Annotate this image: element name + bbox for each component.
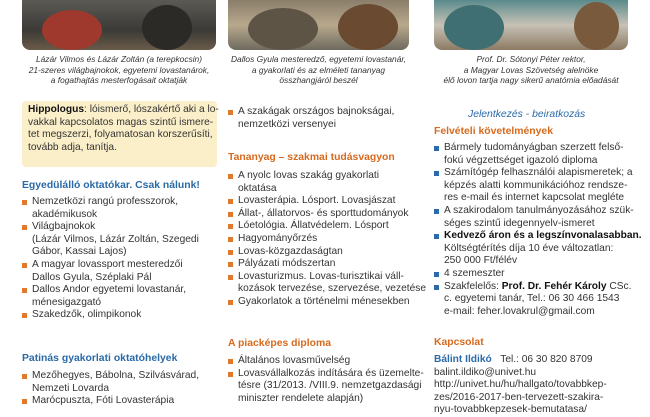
list-item: Pályázati módszertan	[228, 258, 426, 271]
cost-highlight: Kedvező áron és a legszínvonalasabban.	[434, 230, 642, 243]
list-item-cont: nemzetközi versenyei	[238, 118, 336, 130]
list-item: Bármely tudományágban szerzett felső-	[434, 142, 642, 155]
list-item-cont: 250 000 Ft/félév	[444, 255, 518, 267]
hippologus-definition	[28, 104, 219, 154]
semesters-item: 4 szemeszter	[434, 268, 642, 281]
list-item: Marócpuszta, Fóti Lovasterápia	[22, 395, 199, 408]
diploma-list	[228, 355, 424, 405]
caption-3	[422, 54, 640, 86]
admission-list	[434, 142, 642, 318]
list-item-cont: c. egyetemi tanár, Tel.: 06 30 466 1543	[444, 293, 620, 305]
contact-url: http://univet.hu/hu/hallgato/tovabbkep-	[434, 379, 607, 391]
practice-sites-list	[22, 370, 199, 408]
definition-line: tet megszerzi, folyamatosan korszerűsíti,	[28, 129, 213, 141]
photo-lecture-horse	[228, 0, 409, 50]
admission-requirements-heading: Felvételi követelmények	[434, 126, 553, 137]
caption-line: a Magyar Lovas Szövetség alelnöke	[463, 64, 599, 75]
list-item: A nyolc lovas szakág gyakorlati	[228, 170, 426, 183]
lead-title: CSc.	[606, 280, 632, 292]
list-item-cont: Gábor, Kassai Lajos)	[32, 246, 127, 258]
list-item: Mezőhegyes, Bábolna, Szilvásvárad,	[22, 370, 199, 383]
caption-line: Dallos Gyula mesteredző, egyetemi lovastanár,	[230, 54, 407, 64]
list-item-cont: (Lázár Vilmos, Lázár Zoltán, Szegedi	[32, 233, 199, 245]
contact-url: nyu-tovabbkepzesek-bemutatasa/	[434, 404, 587, 416]
list-item: Szakedzők, olimpikonok	[22, 309, 199, 322]
list-item-cont: miniszter rendelete alapján)	[238, 392, 364, 404]
list-item: Lovasterápia. Lósport. Lovasjászat	[228, 195, 426, 208]
list-item: Lovasvállalkozás indítására és üzemelte-	[228, 368, 424, 381]
hippologus-label: Hippologus	[28, 104, 85, 115]
list-item-cont: oktatása	[238, 182, 277, 194]
list-item-cont: fokú végzettséget igazoló diploma	[444, 154, 598, 166]
definition-line: vakkal kapcsolatos magas szintű ismere-	[28, 116, 214, 128]
caption-line: összhangjáról beszél	[279, 75, 358, 85]
program-lead	[434, 281, 642, 294]
lead-name: Prof. Dr. Fehér Károly	[501, 280, 607, 292]
caption-2	[228, 54, 409, 86]
list-item: Gyakorlatok a történelmi ménesekben	[228, 296, 426, 309]
curriculum-list	[228, 170, 426, 309]
contact-url: zes/2016-2017-ben-tervezett-szakira-	[434, 391, 604, 403]
contact-email: balint.ildiko@univet.hu	[434, 366, 537, 378]
list-item: Nemzetközi rangú professzorok,	[22, 196, 199, 209]
list-item: A szakirodalom tanulmányozásához szük-	[434, 205, 642, 218]
curriculum-heading: Tananyag – szakmai tudásvagyon	[228, 152, 395, 163]
list-item: A magyar lovassport mesteredzői	[22, 259, 199, 272]
contact-phone: Tel.: 06 30 820 8709	[500, 354, 593, 365]
list-item: Világbajnokok	[22, 221, 199, 234]
list-item: Lovas-közgazdaságtan	[228, 246, 426, 259]
list-item: Hagyományőrzés	[228, 233, 426, 246]
caption-line: 21-szeres világbajnokok, egyetemi lovastanárok,	[28, 64, 210, 75]
championships-list	[228, 106, 394, 131]
list-item-cont: képzés alatti kommunikációhoz rendsze-	[444, 179, 628, 191]
application-title: Jelentkezés - beiratkozás	[468, 109, 586, 120]
caption-1	[22, 54, 216, 86]
lead-email: e-mail: feher.lovakrul@gmail.com	[444, 305, 595, 317]
caption-line: Prof. Dr. Sótonyi Péter rektor,	[476, 54, 586, 64]
definition-line: tovább adja, tanítja.	[28, 141, 117, 153]
contact-block	[434, 354, 607, 417]
contact-heading: Kapcsolat	[434, 337, 484, 348]
caption-line: Lázár Vilmos és Lázár Zoltán (a terepkocsin)	[35, 54, 203, 64]
list-item-cont: res e-mail és internet kapcsolat megléte	[444, 192, 625, 204]
contact-name: Bálint Ildikó	[434, 354, 492, 365]
caption-line: a fogathajtás mesterfogásait oktatják	[50, 75, 188, 85]
definition-line: : lóismerő, lószakértő aki a lo-	[84, 104, 219, 115]
faculty-heading: Egyedülálló oktatókar. Csak nálunk!	[22, 180, 200, 191]
list-item-cont: Nemzeti Lovarda	[32, 382, 110, 394]
list-item: A szakágak országos bajnokságai,	[228, 106, 394, 119]
caption-line: a gyakorlati és az elméleti tananyag	[251, 64, 386, 75]
list-item: Dallos Andor egyetemi lovastanár,	[22, 284, 199, 297]
photo-anatomy-lecture	[434, 0, 628, 50]
caption-line: élő lovon tartja nagy sikerű anatómia előadását	[443, 75, 619, 85]
list-item-cont: Költségtérítés díja 10 éve változatlan:	[444, 242, 614, 254]
list-item-cont: Dallos Gyula, Széplaki Pál	[32, 271, 152, 283]
list-item: Általános lovasművelség	[228, 355, 424, 368]
faculty-list	[22, 196, 199, 322]
photo-carriage-drivers	[22, 0, 216, 50]
list-item-cont: ménesigazgató	[32, 296, 102, 308]
list-item: Lóetológia. Állatvédelem. Lósport	[228, 220, 426, 233]
lead-label: Szakfelelős:	[444, 280, 502, 292]
practice-sites-heading: Patinás gyakorlati oktatóhelyek	[22, 353, 178, 364]
list-item: Állat-, állatorvos- és sporttudományok	[228, 208, 426, 221]
list-item-cont: akadémikusok	[32, 208, 98, 220]
list-item: Számítógép felhasználói alapismeretek; a	[434, 167, 642, 180]
list-item-cont: séges szintű idegennyelv-ismeret	[444, 217, 595, 229]
diploma-heading: A piacképes diploma	[228, 338, 331, 349]
list-item-cont: tésre (31/2013. /VIII.9. nemzetgazdasági	[238, 380, 422, 392]
list-item: Lovasturizmus. Lovas-turisztikai váll-	[228, 271, 426, 284]
list-item-cont: kozások tervezése, szervezése, vezetése	[238, 283, 426, 295]
